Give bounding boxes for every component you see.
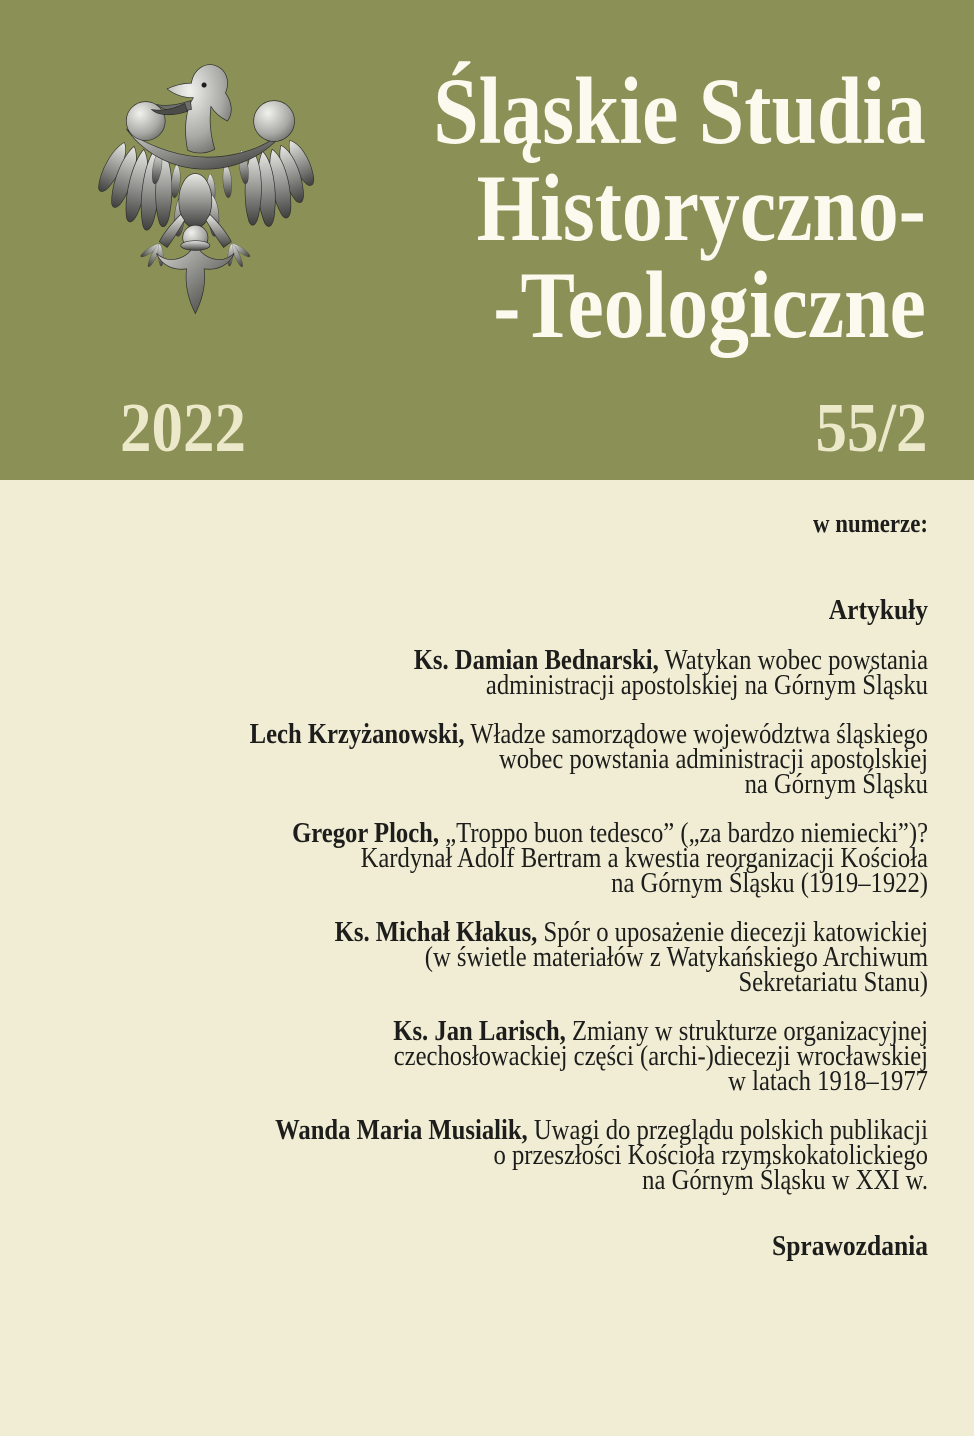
entry-author: Ks. Damian Bednarski,: [413, 645, 659, 676]
issue-number: 55/2: [814, 390, 927, 467]
section-heading: Artykuły: [828, 594, 928, 626]
entry-author: Wanda Maria Musialik,: [275, 1115, 528, 1146]
entry-author: Ks. Michał Kłakus,: [334, 917, 538, 948]
toc-entry: Ks. Damian Bednarski, Watykan wobec powstania administracji apostolskiej na Górnym Śląsku: [413, 645, 928, 701]
toc-entry: Ks. Michał Kłakus, Spór o uposażenie diecezji katowickiej (w świetle materiałów z Watykańskiego Archiwum Sekretariatu Stanu): [334, 917, 928, 998]
toc-section: [0, 535, 928, 1217]
journal-title-line-1: Śląskie Studia: [433, 58, 926, 164]
journal-title: [353, 58, 926, 358]
journal-title-line-3: -Teologiczne: [493, 252, 926, 358]
toc-body: [0, 535, 928, 1262]
entry-author: Lech Krzyżanowski,: [249, 719, 465, 750]
publication-year: 2022: [120, 390, 246, 467]
silesian-eagle-emblem: [95, 53, 319, 335]
silesian-eagle-icon: [95, 53, 319, 335]
masthead: [0, 0, 974, 480]
toc-kicker: w numerze:: [812, 509, 928, 538]
section-heading: Sprawozdania: [772, 1230, 928, 1262]
toc-entry: Lech Krzyżanowski, Władze samorządowe województwa śląskiego wobec powstania administracji apostolskiej na Górnym Śląsku: [249, 719, 928, 800]
journal-title-line-2: Historyczno-: [476, 155, 926, 261]
toc-entry: Ks. Jan Larisch, Zmiany w strukturze organizacyjnej czechosłowackiej części (archi-)diecezji wrocławskiej w latach 1918–1977: [393, 1016, 928, 1097]
toc-section: [0, 1217, 928, 1262]
table-of-contents: [0, 480, 974, 1436]
toc-entry: Wanda Maria Musialik, Uwagi do przeglądu polskich publikacji o przeszłości Kościoła rzymskokatolickiego na Górnym Śląsku w XXI w.: [275, 1115, 928, 1196]
toc-entry: Gregor Ploch, „Troppo buon tedesco” („za bardzo niemiecki”)? Kardynał Adolf Bertram a kwestia reorganizacji Kościoła na Górnym Śląsku (1919–1922): [292, 818, 928, 899]
entry-author: Gregor Ploch,: [292, 818, 440, 849]
entry-author: Ks. Jan Larisch,: [393, 1016, 566, 1047]
